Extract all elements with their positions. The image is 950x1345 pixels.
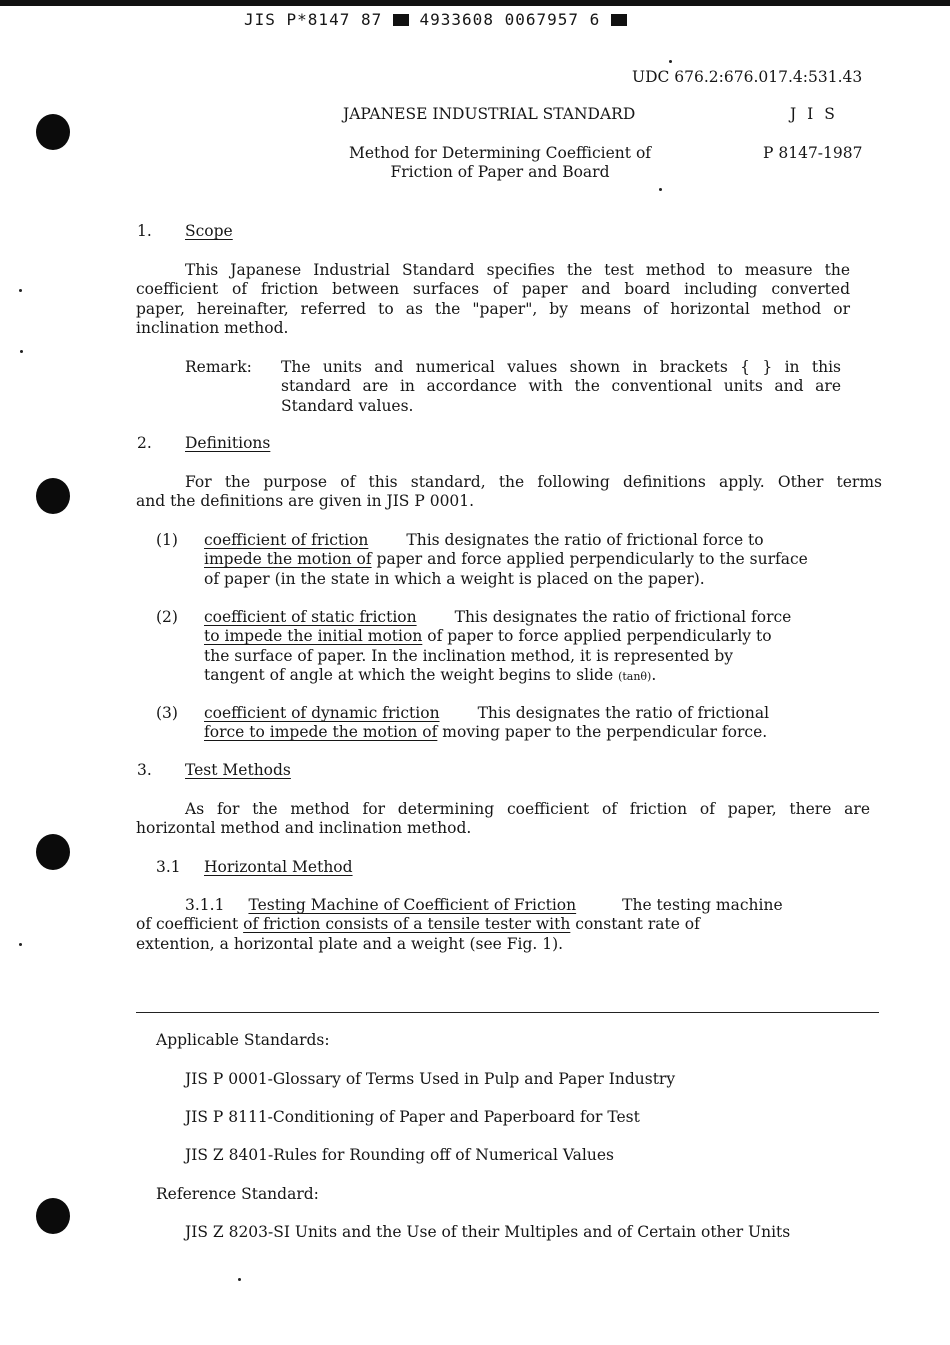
applicable-standard-item: JIS P 8111-Conditioning of Paper and Paperboard for Test	[185, 1108, 640, 1126]
scan-top-border	[0, 0, 950, 6]
definition-3-term: coefficient of dynamic friction	[204, 704, 440, 722]
binder-hole-icon	[36, 1198, 70, 1234]
test-methods-line: horizontal method and inclination method.	[136, 819, 472, 838]
subsection-3-1-number: 3.1	[156, 858, 181, 876]
definition-1	[204, 531, 882, 589]
document-title	[331, 144, 669, 183]
subsection-3-1-1-heading: Testing Machine of Coefficient of Friction	[248, 896, 577, 914]
remark-line: Standard values.	[281, 396, 414, 415]
remark-label: Remark:	[185, 358, 252, 376]
remark-text	[281, 358, 841, 416]
applicable-standard-item: JIS P 0001-Glossary of Terms Used in Pulp and Paper Industry	[185, 1070, 676, 1088]
definition-3-line-2: force to impede the motion of moving paper to the perpendicular force.	[204, 723, 768, 742]
definition-1-line-3: of paper (in the state in which a weight is placed on the paper).	[204, 569, 705, 588]
definition-2-number: (2)	[156, 608, 178, 626]
section-2-heading: Definitions	[185, 434, 271, 452]
section-1-heading: Scope	[185, 222, 233, 240]
redaction-block-icon	[393, 14, 409, 26]
applicable-standard-item: JIS Z 8401-Rules for Rounding off of Numerical Values	[185, 1146, 614, 1164]
redaction-block-icon	[611, 14, 627, 26]
definition-1-line-1: coefficient of friction This designates the ratio of frictional force to	[204, 531, 764, 549]
scan-speck	[659, 188, 662, 191]
binder-hole-icon	[36, 478, 70, 514]
jis-label: J I S	[790, 105, 838, 123]
definition-2-line-4: tangent of angle at which the weight begins to slide (tanθ).	[204, 665, 657, 684]
scope-line: paper, hereinafter, referred to as the "paper", by means of horizontal method or	[136, 299, 850, 318]
test-methods-line: As for the method for determining coefficient of friction of paper, there are	[185, 800, 870, 818]
subsection-3-1-1-line-2: of coefficient of friction consists of a tensile tester with constant rate of	[136, 915, 700, 934]
subsection-3-1-1	[136, 896, 862, 954]
definition-3	[204, 704, 882, 743]
definition-2-line-3: the surface of paper. In the inclination method, it is represented by	[204, 646, 734, 665]
definition-2-line-1: coefficient of static friction This designates the ratio of frictional force	[204, 608, 792, 626]
definition-1-term: coefficient of friction	[204, 531, 369, 549]
document-code-left: JIS P*8147 87	[244, 10, 383, 29]
standard-label: JAPANESE INDUSTRIAL STANDARD	[343, 105, 636, 123]
definition-3-line-1: coefficient of dynamic friction This designates the ratio of frictional	[204, 704, 770, 722]
footnote-separator	[136, 1012, 879, 1013]
subsection-3-1-heading: Horizontal Method	[204, 858, 353, 876]
document-code-middle: 4933608 0067957 6	[419, 10, 601, 29]
definition-1-number: (1)	[156, 531, 178, 549]
binder-hole-icon	[36, 114, 70, 150]
scope-line: This Japanese Industrial Standard specifies the test method to measure the	[185, 261, 850, 279]
subsection-3-1-1-line-3: extention, a horizontal plate and a weight (see Fig. 1).	[136, 934, 564, 953]
reference-standard-label: Reference Standard:	[156, 1185, 319, 1203]
definition-2-line-2: to impede the initial motion of paper to force applied perpendicularly to	[204, 627, 772, 646]
definition-2-term: coefficient of static friction	[204, 608, 417, 626]
section-3-number: 3.	[137, 761, 152, 779]
test-methods-paragraph	[136, 800, 870, 839]
definition-2	[204, 608, 882, 686]
title-line-1: Method for Determining Coefficient of	[348, 144, 652, 162]
scan-speck	[669, 60, 672, 63]
remark-line: standard are in accordance with the conventional units and are	[281, 377, 841, 396]
scope-paragraph	[136, 261, 850, 338]
scope-line: coefficient of friction between surfaces of paper and board including converted	[136, 280, 850, 299]
applicable-standards-label: Applicable Standards:	[156, 1031, 330, 1049]
definitions-intro-line: and the definitions are given in JIS P 0001.	[136, 492, 475, 511]
section-3-heading: Test Methods	[185, 761, 291, 779]
definitions-intro-line: For the purpose of this standard, the following definitions apply. Other terms	[185, 473, 882, 491]
scan-speck	[238, 1278, 241, 1281]
scope-line: inclination method.	[136, 318, 289, 337]
subsection-3-1-1-number: 3.1.1	[185, 896, 225, 914]
scan-speck	[19, 943, 22, 946]
binder-hole-icon	[36, 834, 70, 870]
document-code-line	[244, 10, 627, 29]
tan-theta-note: (tanθ)	[618, 669, 652, 683]
scan-speck	[20, 350, 23, 353]
section-2-number: 2.	[137, 434, 152, 452]
udc-code: UDC 676.2:676.017.4:531.43	[632, 68, 863, 86]
remark-line: The units and numerical values shown in brackets { } in this	[281, 358, 841, 376]
definition-1-line-2: impede the motion of paper and force applied perpendicularly to the surface	[204, 550, 808, 569]
definition-3-number: (3)	[156, 704, 178, 722]
standard-number: P 8147-1987	[763, 144, 863, 162]
subsection-3-1-1-line-1: 3.1.1 Testing Machine of Coefficient of Friction The testing machine	[185, 896, 783, 914]
reference-standard-item: JIS Z 8203-SI Units and the Use of their Multiples and of Certain other Units	[185, 1223, 791, 1241]
title-line-2: Friction of Paper and Board	[390, 163, 610, 182]
section-1-number: 1.	[137, 222, 152, 240]
scan-speck	[19, 289, 22, 292]
definitions-intro	[136, 473, 882, 512]
